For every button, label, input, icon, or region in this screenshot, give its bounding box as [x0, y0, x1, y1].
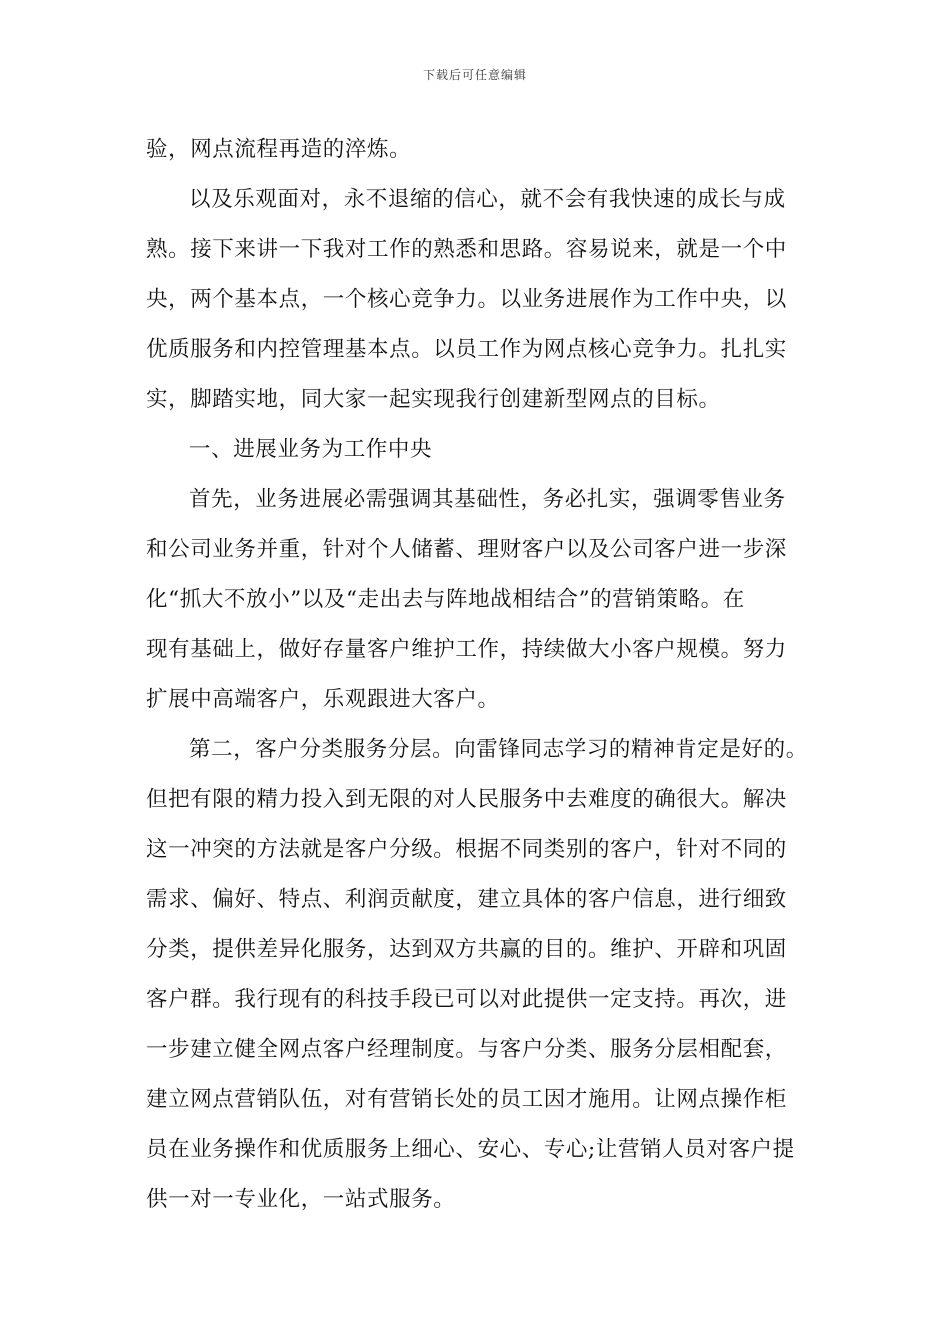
text-line: 优质服务和内控管理基本点。以员工作为网点核心竞争力。扎扎实 — [146, 337, 787, 362]
text-line: 但把有限的精力投入到无限的对人民服务中去难度的确很大。解决 — [146, 787, 787, 812]
section-heading: 一、进展业务为工作中央 — [189, 437, 433, 462]
text-line: 分类，提供差异化服务，达到双方共赢的目的。维护、开辟和巩固 — [146, 937, 787, 962]
text-line: 建立网点营销队伍，对有营销长处的员工因才施用。让网点操作柜 — [146, 1087, 787, 1112]
text-line: 化“抓大不放小”以及“走出去与阵地战相结合”的营销策略。在 — [146, 587, 745, 612]
text-line: 需求、偏好、特点、利润贡献度，建立具体的客户信息，进行细致 — [146, 887, 787, 912]
text-line: 一步建立健全网点客户经理制度。与客户分类、服务分层相配套， — [146, 1037, 787, 1062]
text-line: 央，两个基本点，一个核心竞争力。以业务进展作为工作中央，以 — [146, 287, 787, 312]
text-line: 熟。接下来讲一下我对工作的熟悉和思路。容易说来，就是一个中 — [146, 237, 787, 262]
text-line: 现有基础上，做好存量客户维护工作，持续做大小客户规模。努力 — [146, 637, 787, 662]
text-line: 这一冲突的方法就是客户分级。根据不同类别的客户，针对不同的 — [146, 837, 787, 862]
text-line: 验，网点流程再造的淬炼。 — [146, 137, 412, 162]
paragraph-first-line: 第二，客户分类服务分层。向雷锋同志学习的精神肯定是好的。 — [189, 737, 808, 762]
paragraph-first-line: 以及乐观面对，永不退缩的信心，就不会有我快速的成长与成 — [189, 187, 786, 212]
text-line: 扩展中高端客户，乐观跟进大客户。 — [146, 687, 500, 712]
paragraph-first-line: 首先，业务进展必需强调其基础性，务必扎实，强调零售业务 — [189, 487, 786, 512]
text-line: 和公司业务并重，针对个人储蓄、理财客户以及公司客户进一步深 — [146, 537, 787, 562]
page-header: 下载后可任意编辑 — [422, 68, 527, 82]
text-line: 实，脚踏实地，同大家一起实现我行创建新型网点的目标。 — [146, 387, 721, 412]
text-line: 员在业务操作和优质服务上细心、安心、专心;让营销人员对客户提 — [146, 1137, 795, 1162]
text-line: 客户群。我行现有的科技手段已可以对此提供一定支持。再次，进 — [146, 987, 787, 1012]
text-line: 供一对一专业化，一站式服务。 — [146, 1187, 456, 1212]
